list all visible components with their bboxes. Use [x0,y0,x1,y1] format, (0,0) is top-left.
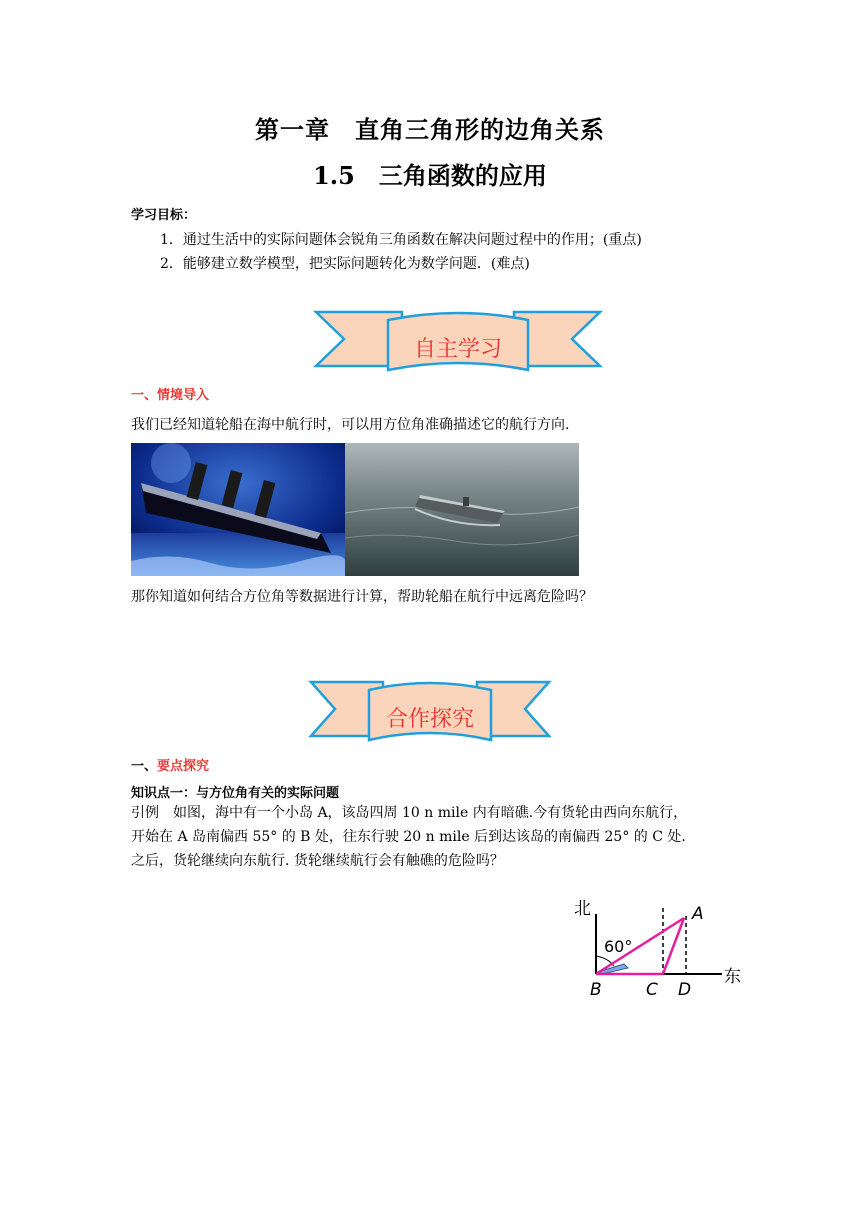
section2-heading-main: 要点探究 [157,759,210,774]
section1-intro: 我们已经知道轮船在海中航行时，可以用方位角准确描述它的航行方向. [131,417,570,433]
example-line-2: 开始在 A 岛南偏西 55° 的 B 处，往东行驶 20 n mile 后到达该岛的南偏西 25° 的 C 处. [131,829,686,845]
banner-cooperative-inquiry [305,678,555,744]
section-title: 1.5 三角函数的应用 [313,161,547,190]
sinking-ship-image [131,443,345,576]
east-label: 东 [724,967,741,987]
example-line-1: 引例 如图，海中有一个小岛 A，该岛四周 10 n mile 内有暗礁.今有货轮由西向东航行， [131,805,688,821]
point-d-label: D [678,980,692,1000]
angle-label: 60° [604,937,633,956]
section1-question: 那你知道如何结合方位角等数据进行计算，帮助轮船在航行中远离危险吗？ [131,589,593,605]
aircraft-carrier-image [345,443,579,576]
banner-self-study-label: 自主学习 [413,337,503,362]
banner-self-study [310,308,606,374]
point-b-label: B [590,980,602,1000]
objectives-heading: 学习目标： [131,208,197,223]
objective-item-2: 2．能够建立数学模型，把实际问题转化为数学问题．(难点) [160,256,530,272]
line-ca [663,918,684,974]
point-c-label: C [646,980,658,1000]
section2-heading-prefix: 一、 [131,759,158,774]
section1-heading: 一、情境导入 [131,388,210,403]
objective-item-1: 1．通过生活中的实际问题体会锐角三角函数在解决问题过程中的作用；(重点) [160,232,642,248]
north-label: 北 [574,899,591,919]
chapter-title: 第一章 直角三角形的边角关系 [255,115,605,144]
knowledge-point-heading: 知识点一：与方位角有关的实际问题 [131,786,340,801]
bearing-diagram [566,892,750,1002]
section2-heading [131,755,209,774]
banner-cooperative-label: 合作探究 [385,707,475,732]
example-line-3: 之后，货轮继续向东航行. 货轮继续航行会有触礁的危险吗？ [131,853,504,869]
point-a-label: A [692,904,704,924]
